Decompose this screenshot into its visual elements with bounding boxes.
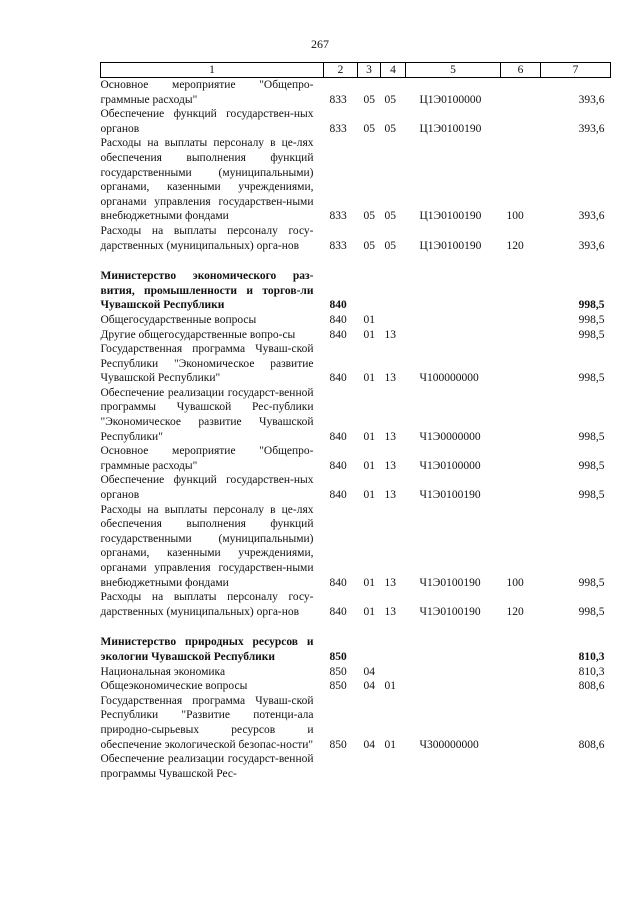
table-row xyxy=(101,313,611,328)
row-name: Общеэкономические вопросы xyxy=(100,680,248,693)
row-target-code xyxy=(406,635,501,664)
budget-table xyxy=(100,62,611,781)
row-section-code: 01 xyxy=(363,313,375,326)
row-target-code xyxy=(406,269,501,313)
row-expense-type-code xyxy=(501,665,541,680)
row-amount: 808,6 xyxy=(578,680,605,693)
row-section-code: 01 xyxy=(363,605,375,618)
row-name: Общегосударственные вопросы xyxy=(100,313,257,326)
row-amount: 810,3 xyxy=(578,650,605,663)
row-expense-type-code xyxy=(501,386,541,444)
spacer-row xyxy=(101,619,611,635)
row-subsection-code: 13 xyxy=(384,372,396,385)
row-target-code: Ч1Э0100190 xyxy=(419,605,481,618)
row-name: Министерство природных ресурсов и экологии Чувашской Республики xyxy=(100,636,314,663)
header-col-6: 6 xyxy=(501,63,541,78)
row-subsection-code: 05 xyxy=(384,122,396,135)
row-subsection-code: 01 xyxy=(384,738,396,751)
row-amount: 393,6 xyxy=(578,93,605,106)
row-name: Основное мероприятие "Общепро-граммные расходы" xyxy=(100,445,314,472)
row-expense-type-code xyxy=(501,694,541,752)
row-target-code xyxy=(406,328,501,343)
row-section-code xyxy=(358,752,381,781)
row-subsection-code xyxy=(381,665,406,680)
table-row xyxy=(101,107,611,136)
row-subsection-code: 01 xyxy=(384,680,396,693)
row-target-code xyxy=(406,313,501,328)
row-amount: 393,6 xyxy=(578,239,605,252)
row-name: Обеспечение реализации государст-венной программы Чувашской Рес-публики "Экономическое развитие Чувашской Республики" xyxy=(100,386,314,443)
row-ministry-code: 840 xyxy=(329,372,347,385)
row-name: Расходы на выплаты персоналу госу-дарственных (муниципальных) орга-нов xyxy=(100,591,314,618)
row-section-code: 05 xyxy=(363,239,375,252)
table-row xyxy=(101,503,611,591)
row-expense-type-code xyxy=(501,269,541,313)
row-amount: 998,5 xyxy=(578,372,605,385)
row-subsection-code: 13 xyxy=(384,328,396,341)
row-target-code xyxy=(406,665,501,680)
row-target-code: Ц1Э0100190 xyxy=(419,122,482,135)
row-target-code xyxy=(406,752,501,781)
row-name: Национальная экономика xyxy=(100,665,226,678)
row-name: Государственная программа Чуваш-ской Республики "Экономическое развитие Чувашской Республики" xyxy=(100,343,314,385)
row-target-code: Ч1Э0000000 xyxy=(419,430,481,443)
row-section-code: 01 xyxy=(363,372,375,385)
row-subsection-code: 13 xyxy=(384,459,396,472)
row-subsection-code: 05 xyxy=(384,239,396,252)
table-row xyxy=(101,590,611,619)
row-ministry-code: 833 xyxy=(329,210,347,223)
row-ministry-code: 850 xyxy=(329,738,347,751)
row-ministry-code: 840 xyxy=(329,489,347,502)
row-target-code: Ч1Э0100190 xyxy=(419,576,481,589)
row-expense-type-code: 100 xyxy=(506,210,524,223)
row-amount: 998,5 xyxy=(578,313,605,326)
row-amount: 998,5 xyxy=(578,459,605,472)
header-col-1: 1 xyxy=(101,63,324,78)
row-amount: 808,6 xyxy=(578,738,605,751)
row-amount: 998,5 xyxy=(578,576,605,589)
row-ministry-code: 840 xyxy=(329,605,347,618)
header-col-4: 4 xyxy=(381,63,406,78)
header-col-2: 2 xyxy=(324,63,358,78)
row-section-code: 04 xyxy=(363,738,375,751)
table-row xyxy=(101,386,611,444)
table-row xyxy=(101,224,611,253)
row-amount: 810,3 xyxy=(578,665,605,678)
row-name: Основное мероприятие "Общепро-граммные расходы" xyxy=(100,79,314,106)
row-subsection-code xyxy=(381,313,406,328)
row-amount: 998,5 xyxy=(578,328,605,341)
row-ministry-code: 833 xyxy=(329,93,347,106)
row-subsection-code: 05 xyxy=(384,93,396,106)
row-expense-type-code xyxy=(501,313,541,328)
row-name: Обеспечение функций государствен-ных органов xyxy=(100,474,314,502)
row-target-code: Ч1Э0100190 xyxy=(419,489,481,502)
table-row xyxy=(101,328,611,343)
row-target-code xyxy=(406,679,501,694)
row-section-code xyxy=(358,635,381,664)
row-section-code: 05 xyxy=(363,122,375,135)
row-section-code: 01 xyxy=(363,328,375,341)
row-ministry-code: 850 xyxy=(329,680,347,693)
row-section-code: 01 xyxy=(363,430,375,443)
row-target-code: Ц1Э0100190 xyxy=(419,210,482,223)
row-expense-type-code xyxy=(501,78,541,108)
row-section-code: 01 xyxy=(363,576,375,589)
row-amount: 998,5 xyxy=(578,605,605,618)
row-subsection-code: 13 xyxy=(384,489,396,502)
row-ministry-code: 850 xyxy=(329,665,347,678)
row-expense-type-code: 120 xyxy=(506,605,524,618)
row-amount: 998,5 xyxy=(578,299,605,312)
row-ministry-code: 840 xyxy=(329,313,347,326)
page-number: 267 xyxy=(311,37,329,51)
row-amount: 998,5 xyxy=(578,430,605,443)
table-row xyxy=(101,342,611,386)
row-ministry-code: 833 xyxy=(329,122,347,135)
row-subsection-code: 13 xyxy=(384,576,396,589)
row-section-code: 04 xyxy=(363,680,375,693)
spacer-cell xyxy=(101,253,611,269)
ministry-row xyxy=(101,635,611,664)
row-subsection-code: 13 xyxy=(384,430,396,443)
row-target-code: Ц1Э0100000 xyxy=(419,93,482,106)
row-name: Другие общегосударственные вопро-сы xyxy=(100,328,296,341)
row-expense-type-code xyxy=(501,444,541,473)
table-header-row xyxy=(101,63,611,78)
row-ministry-code: 840 xyxy=(329,328,347,341)
row-section-code: 04 xyxy=(363,665,375,678)
header-col-3: 3 xyxy=(358,63,381,78)
row-ministry-code: 840 xyxy=(329,576,347,589)
row-expense-type-code xyxy=(501,107,541,136)
table-row xyxy=(101,694,611,752)
row-section-code xyxy=(358,269,381,313)
row-amount: 393,6 xyxy=(578,122,605,135)
table-row xyxy=(101,679,611,694)
spacer-row xyxy=(101,253,611,269)
row-target-code: Ц1Э0100190 xyxy=(419,239,482,252)
table-body xyxy=(101,78,611,782)
row-target-code: Ч100000000 xyxy=(419,372,479,385)
row-expense-type-code: 120 xyxy=(506,239,524,252)
table-row xyxy=(101,78,611,108)
row-subsection-code xyxy=(381,269,406,313)
table-row xyxy=(101,473,611,502)
row-name: Обеспечение функций государствен-ных органов xyxy=(100,108,314,135)
ministry-row xyxy=(101,269,611,313)
row-section-code: 05 xyxy=(363,210,375,223)
row-target-code: Ч300000000 xyxy=(419,738,479,751)
row-expense-type-code xyxy=(501,679,541,694)
table-row xyxy=(101,665,611,680)
row-ministry-code: 850 xyxy=(329,650,347,663)
header-col-7: 7 xyxy=(541,63,611,78)
row-expense-type-code xyxy=(501,752,541,781)
row-amount xyxy=(541,752,611,781)
row-name: Расходы на выплаты персоналу в це-лях обеспечения выполнения функций государственными (муниципальными) органами, казенными учреждениями, органами управления государствен-ными внебюджетными фондами xyxy=(100,137,314,223)
row-ministry-code: 833 xyxy=(329,239,347,252)
table-row xyxy=(101,444,611,473)
row-name: Министерство экономического раз-вития, промышленности и торгов-ли Чувашской Республики xyxy=(100,270,314,312)
row-target-code: Ч1Э0100000 xyxy=(419,459,481,472)
row-ministry-code: 840 xyxy=(329,430,347,443)
table-row xyxy=(101,752,611,781)
table-row xyxy=(101,136,611,224)
row-amount: 998,5 xyxy=(578,489,605,502)
row-expense-type-code xyxy=(501,328,541,343)
row-name: Расходы на выплаты персоналу госу-дарственных (муниципальных) орга-нов xyxy=(100,224,314,252)
row-subsection-code: 13 xyxy=(384,605,396,618)
row-expense-type-code: 100 xyxy=(506,576,524,589)
header-col-5: 5 xyxy=(406,63,501,78)
row-section-code: 01 xyxy=(363,459,375,472)
row-ministry-code xyxy=(324,752,358,781)
row-subsection-code xyxy=(381,752,406,781)
row-name: Государственная программа Чуваш-ской Республики "Развитие потенци-ала природно-сырьевых ресурсов и обеспечение экологической безопас-ности" xyxy=(100,694,314,751)
row-ministry-code: 840 xyxy=(329,299,347,312)
row-subsection-code xyxy=(381,635,406,664)
row-section-code: 05 xyxy=(363,93,375,106)
row-name: Обеспечение реализации государст-венной программы Чувашской Рес- xyxy=(100,753,314,780)
row-ministry-code: 840 xyxy=(329,459,347,472)
row-amount: 393,6 xyxy=(578,210,605,223)
row-expense-type-code xyxy=(501,635,541,664)
row-expense-type-code xyxy=(501,342,541,386)
row-subsection-code: 05 xyxy=(384,210,396,223)
row-section-code: 01 xyxy=(363,489,375,502)
row-expense-type-code xyxy=(501,473,541,502)
row-name: Расходы на выплаты персоналу в це-лях обеспечения выполнения функций государственными (муниципальными) органами, казенными учреждениями, органами управления государствен-ными внебюджетными фондами xyxy=(100,503,314,589)
spacer-cell xyxy=(101,619,611,635)
